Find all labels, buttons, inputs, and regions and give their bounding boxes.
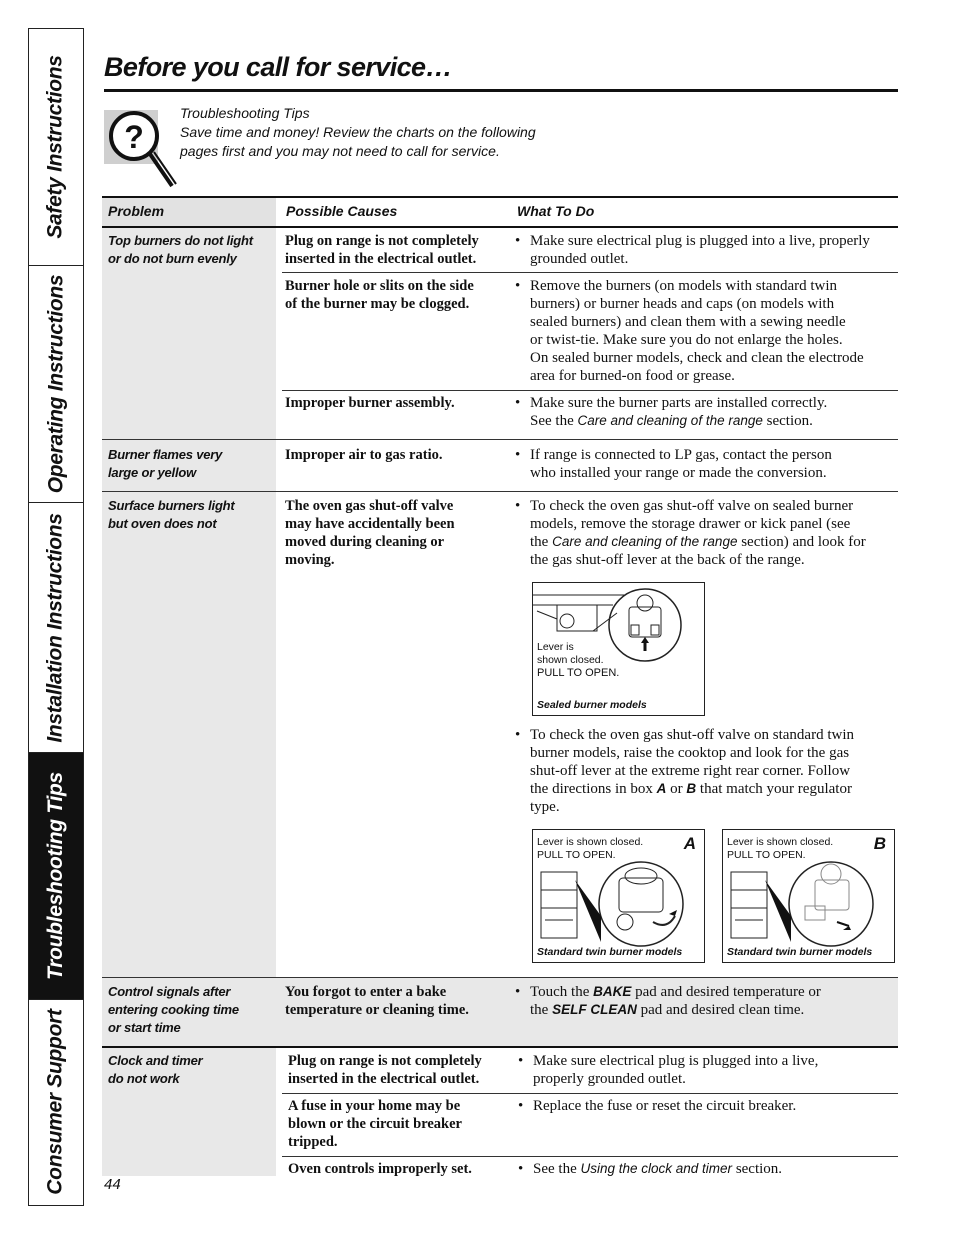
cause-fuse-blown: A fuse in your home may be blown or the circuit breaker tripped.	[288, 1098, 462, 1150]
header-what-to-do: What To Do	[517, 203, 595, 219]
table-top-rule	[102, 196, 898, 198]
header-bottom-rule	[102, 226, 898, 228]
sealed-lever-label-2: shown closed.	[537, 654, 604, 666]
cause-valve-moved: The oven gas shut-off valve may have accidentally been moved during cleaning or moving.	[285, 498, 455, 568]
bake-pad-key: BAKE	[593, 984, 632, 999]
cause-improper-assembly: Improper burner assembly.	[285, 395, 455, 411]
tab-installation-instructions[interactable]: Installation Instructions	[29, 503, 83, 753]
row-divider	[102, 977, 898, 978]
todo-standard-twin-valve: • To check the oven gas shut-off valve on standard twin burner models, raise the cooktop and look for the gas shut-off lever at the extreme right rear corner. Follow the directions in box A or B that match your regulator type.	[515, 727, 855, 815]
todo-lp-gas-contact: • If range is connected to LP gas, contact the person who installed your range or made the conversion.	[515, 447, 832, 481]
b-lever-label-1: Lever is shown closed.	[727, 836, 834, 848]
box-b-reference: B	[686, 781, 697, 796]
sealed-figure-caption: Sealed burner models	[537, 699, 647, 711]
todo-check-plug: • Make sure electrical plug is plugged into a live, properly grounded outlet.	[515, 233, 870, 267]
box-a-reference: A	[656, 781, 667, 796]
tips-line-2: pages first and you may not need to call for service.	[180, 143, 500, 159]
tips-heading: Troubleshooting Tips	[180, 105, 310, 121]
reference-care-cleaning: Care and cleaning of the range	[552, 534, 738, 549]
a-lever-label-2: PULL TO OPEN.	[537, 849, 616, 861]
figure-box-a	[532, 829, 705, 963]
figure-sealed-burner	[532, 582, 705, 716]
todo-see-clock-timer: • See the Using the clock and timer section.	[518, 1161, 783, 1177]
page-number: 44	[104, 1176, 121, 1193]
cause-burner-clogged: Burner hole or slits on the side of the burner may be clogged.	[285, 278, 474, 312]
row-divider	[102, 1046, 898, 1048]
todo-check-plug-clock: • Make sure electrical plug is plugged into a live, properly grounded outlet.	[518, 1053, 819, 1087]
todo-clean-burners: • Remove the burners (on models with standard twin burners) or burner heads and caps (on models with sealed burners) and clean them with a sewing needle or twist-tie. Make sure you do not enlarge the holes. On sealed burner models, check and clean the electrode area for burned-on food or grease.	[515, 278, 864, 384]
todo-check-assembly: • Make sure the burner parts are installed correctly. See the Care and cleaning of the range section.	[515, 395, 828, 429]
cause-plug-not-inserted: Plug on range is not completely inserted in the electrical outlet.	[285, 233, 479, 267]
b-lever-label-2: PULL TO OPEN.	[727, 849, 806, 861]
header-problem: Problem	[108, 203, 165, 219]
tab-troubleshooting-tips[interactable]: Troubleshooting Tips	[29, 753, 83, 1000]
cause-air-gas-ratio: Improper air to gas ratio.	[285, 447, 443, 463]
tips-line-1: Save time and money! Review the charts on the following	[180, 124, 536, 140]
sealed-lever-label-1: Lever is	[537, 641, 574, 653]
row-divider	[102, 491, 898, 492]
todo-sealed-burner-valve: • To check the oven gas shut-off valve on sealed burner models, remove the storage drawer or kick panel (see the Care and cleaning of the range section) and look for the gas shut-off lever at the back of the range.	[515, 498, 866, 568]
divider	[282, 272, 898, 273]
divider	[282, 1156, 898, 1157]
cause-controls-improperly-set: Oven controls improperly set.	[288, 1161, 472, 1177]
todo-touch-bake-pad: • Touch the BAKE pad and desired temperature or the SELF CLEAN pad and desired clean time.	[515, 984, 821, 1018]
a-lever-label-1: Lever is shown closed.	[537, 836, 644, 848]
troubleshooting-tips-intro	[180, 104, 600, 161]
row-divider	[102, 439, 898, 440]
question-magnifier-icon	[104, 106, 180, 192]
sealed-lever-label-3: PULL TO OPEN.	[537, 667, 620, 679]
reference-clock-timer: Using the clock and timer	[580, 1161, 733, 1176]
todo-replace-fuse: • Replace the fuse or reset the circuit breaker.	[518, 1098, 797, 1114]
page-title: Before you call for service…	[104, 52, 452, 82]
problem-flames-large: Burner flames very large or yellow	[108, 447, 223, 480]
self-clean-pad-key: SELF CLEAN	[552, 1002, 637, 1017]
title-rule	[104, 89, 898, 92]
cause-forgot-bake-temp: You forgot to enter a bake temperature or cleaning time.	[285, 984, 469, 1018]
box-b-letter: B	[873, 834, 886, 853]
divider	[282, 1093, 898, 1094]
divider	[282, 390, 898, 391]
tab-operating-instructions[interactable]: Operating Instructions	[29, 266, 83, 503]
a-figure-caption: Standard twin burner models	[537, 946, 683, 958]
problem-clock-timer: Clock and timer do not work	[108, 1053, 203, 1086]
section-tabs	[28, 28, 84, 1206]
figure-box-b	[722, 829, 895, 963]
header-possible-causes: Possible Causes	[286, 203, 398, 219]
b-figure-caption: Standard twin burner models	[727, 946, 873, 958]
troubleshooting-table	[102, 196, 898, 1176]
reference-care-cleaning: Care and cleaning of the range	[577, 413, 763, 428]
problem-control-signals: Control signals after entering cooking time or start time	[108, 984, 239, 1035]
tab-safety-instructions[interactable]: Safety Instructions	[29, 29, 83, 266]
tab-consumer-support[interactable]: Consumer Support	[44, 1009, 67, 1195]
cause-plug-not-inserted-clock: Plug on range is not completely inserted in the electrical outlet.	[288, 1053, 482, 1087]
svg-text:?: ?	[124, 119, 144, 155]
problem-top-burners: Top burners do not light or do not burn evenly	[108, 233, 253, 266]
box-a-letter: A	[683, 834, 696, 853]
problem-oven-not-light: Surface burners light but oven does not	[108, 498, 235, 531]
